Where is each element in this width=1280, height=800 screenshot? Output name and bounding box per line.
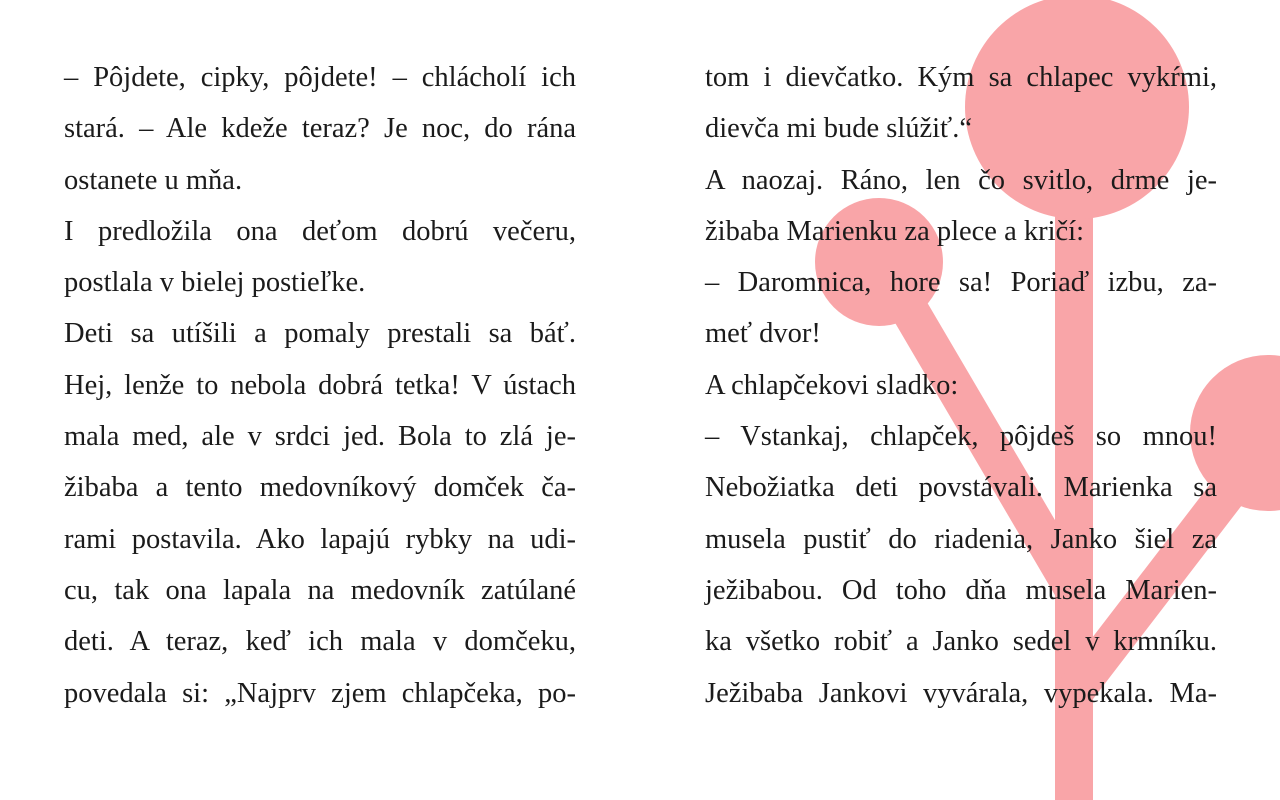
text-line: ka všetko robiť a Janko sedel v krmníku.	[705, 626, 1217, 658]
text-line: A chlapčekovi sladko:	[705, 369, 959, 401]
text-line: – Vstankaj, chlapček, pôjdeš so mnou!	[705, 421, 1217, 453]
text-line: ostanete u mňa.	[64, 164, 243, 196]
text-line: musela pustiť do riadenia, Janko šiel za	[705, 523, 1217, 555]
text-line: – Pôjdete, cipky, pôjdete! – chlácholí ich	[64, 62, 576, 93]
text-line: Nebožiatka deti povstávali. Marienka sa	[705, 472, 1217, 504]
text-line: cu, tak ona lapala na medovník zatúlané	[64, 574, 576, 606]
left-page-text	[64, 52, 576, 719]
text-line: postlala v bielej postieľke.	[64, 267, 366, 299]
text-line: rami postavila. Ako lapajú rybky na udi-	[64, 523, 576, 555]
text-line: mala med, ale v srdci jed. Bola to zlá je-	[64, 421, 576, 453]
text-line: Deti sa utíšili a pomaly prestali sa báť.	[64, 318, 576, 350]
text-line: I predložila ona deťom dobrú večeru,	[64, 215, 576, 247]
text-line: deti. A teraz, keď ich mala v domčeku,	[64, 626, 576, 658]
text-line: – Daromnica, hore sa! Poriaď izbu, za-	[705, 267, 1217, 299]
text-line: povedala si: „Najprv zjem chlapčeka, po-	[64, 677, 576, 709]
text-line: dievča mi bude slúžiť.“	[705, 113, 973, 145]
text-line: A naozaj. Ráno, len čo svitlo, drme je-	[705, 164, 1217, 196]
text-line: Hej, lenže to nebola dobrá tetka! V ústach	[64, 369, 576, 401]
text-line: Ježibaba Jankovi vyvárala, vypekala. Ma-	[705, 677, 1217, 709]
text-line: stará. – Ale kdeže teraz? Je noc, do rána	[64, 113, 576, 145]
text-line: žibaba a tento medovníkový domček ča-	[64, 472, 576, 504]
text-line: ježibabou. Od toho dňa musela Marien-	[705, 574, 1217, 606]
right-page-text	[705, 52, 1217, 719]
text-line: žibaba Marienku za plece a kričí:	[705, 215, 1085, 247]
text-line: tom i dievčatko. Kým sa chlapec vykŕmi,	[705, 62, 1217, 93]
text-line: meť dvor!	[705, 318, 821, 350]
